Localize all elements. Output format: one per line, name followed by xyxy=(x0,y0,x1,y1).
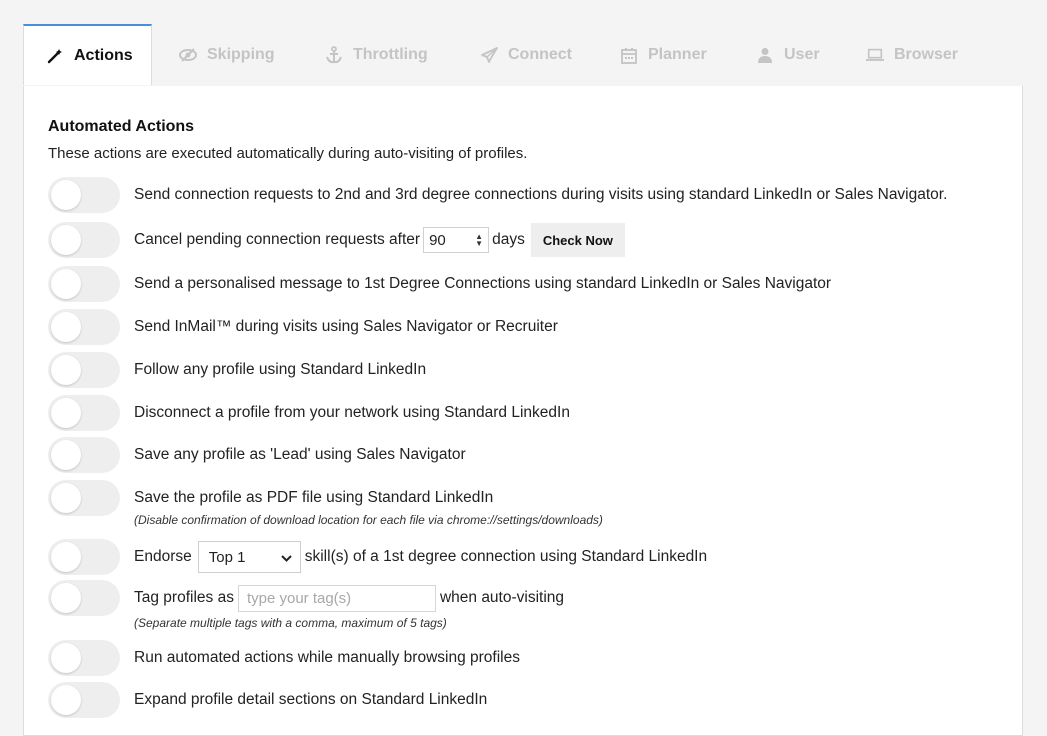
toggle-knob xyxy=(51,685,81,715)
action-row-disconnect xyxy=(48,395,570,431)
tab-label: Planner xyxy=(648,46,707,63)
toggle-knob xyxy=(51,643,81,673)
paper-plane-icon xyxy=(480,46,498,64)
toggle-knob xyxy=(51,398,81,428)
section-description: These actions are executed automatically during auto-visiting of profiles. xyxy=(48,145,528,162)
endorse-toggle[interactable] xyxy=(48,539,120,575)
toggle-knob xyxy=(51,180,81,210)
tab-label: Actions xyxy=(74,46,133,64)
run-manual-toggle[interactable] xyxy=(48,640,120,676)
toggle-knob xyxy=(51,269,81,299)
tag-note: (Separate multiple tags with a comma, maximum of 5 tags) xyxy=(134,616,447,630)
tab-connect[interactable] xyxy=(480,24,572,86)
tab-label: Browser xyxy=(894,46,959,63)
expand-sections-label: Expand profile detail sections on Standard LinkedIn xyxy=(134,691,488,708)
cancel-pending-toggle[interactable] xyxy=(48,222,120,258)
save-pdf-toggle[interactable] xyxy=(48,480,120,516)
tab-label: Skipping xyxy=(207,46,275,63)
toggle-knob xyxy=(51,440,81,470)
endorse-skills-select[interactable] xyxy=(198,541,301,573)
follow-toggle[interactable] xyxy=(48,352,120,388)
toggle-knob xyxy=(51,225,81,255)
toggle-knob xyxy=(51,483,81,513)
save-pdf-label: Save the profile as PDF file using Standard LinkedIn xyxy=(134,489,494,506)
spinner-icon[interactable]: ▲ ▼ xyxy=(475,232,484,248)
toggle-knob xyxy=(51,542,81,572)
tag-label xyxy=(134,585,564,612)
tag-input-wrapper xyxy=(238,585,436,612)
endorse-text: Endorse xyxy=(134,548,192,565)
action-row-tag xyxy=(48,580,564,616)
tag-suffix: when auto-visiting xyxy=(439,589,565,606)
tab-label: Throttling xyxy=(353,46,428,63)
action-row-follow xyxy=(48,352,426,388)
action-row-expand-sections xyxy=(48,682,487,718)
run-manual-label: Run automated actions while manually browsing profiles xyxy=(134,649,520,666)
actions-panel xyxy=(23,86,1023,736)
user-icon xyxy=(756,46,774,64)
chevron-down-icon xyxy=(281,549,292,566)
disconnect-label: Disconnect a profile from your network using Standard LinkedIn xyxy=(134,404,570,421)
cancel-pending-text: Cancel pending connection requests after xyxy=(134,231,421,248)
action-row-save-lead xyxy=(48,437,466,473)
tab-user[interactable] xyxy=(756,24,820,86)
send-connection-label: Send connection requests to 2nd and 3rd degree connections during visits using standard LinkedIn or Sales Navigator. xyxy=(134,186,948,203)
tab-skipping[interactable] xyxy=(179,24,275,86)
days-unit-label: days xyxy=(492,231,525,248)
action-row-endorse xyxy=(48,539,707,575)
tab-browser[interactable] xyxy=(866,24,958,86)
send-message-toggle[interactable] xyxy=(48,266,120,302)
tab-throttling[interactable] xyxy=(325,24,428,86)
eye-slash-icon xyxy=(179,46,197,64)
tab-actions[interactable] xyxy=(23,24,152,85)
action-row-run-manual xyxy=(48,640,520,676)
follow-label: Follow any profile using Standard LinkedIn xyxy=(134,361,427,378)
cancel-pending-label xyxy=(134,223,625,257)
send-connection-toggle[interactable] xyxy=(48,177,120,213)
laptop-icon xyxy=(866,46,884,64)
action-row-send-inmail xyxy=(48,309,558,345)
tag-input[interactable] xyxy=(245,589,429,608)
toggle-knob xyxy=(51,355,81,385)
wand-icon xyxy=(46,47,64,65)
save-pdf-note: (Disable confirmation of download location for each file via chrome://settings/downloads) xyxy=(134,513,603,527)
send-inmail-label: Send InMail™ during visits using Sales Navigator or Recruiter xyxy=(134,318,558,335)
tag-text: Tag profiles as xyxy=(134,589,234,606)
send-message-label: Send a personalised message to 1st Degree Connections using standard LinkedIn or Sales Navigator xyxy=(134,275,832,292)
expand-sections-toggle[interactable] xyxy=(48,682,120,718)
cancel-days-value: 90 xyxy=(429,231,446,249)
save-lead-toggle[interactable] xyxy=(48,437,120,473)
endorse-selected-value: Top 1 xyxy=(208,548,246,566)
action-row-cancel-pending xyxy=(48,222,625,258)
save-lead-label: Save any profile as 'Lead' using Sales Navigator xyxy=(134,446,466,463)
anchor-icon xyxy=(325,46,343,64)
tag-toggle[interactable] xyxy=(48,580,120,616)
toggle-knob xyxy=(51,312,81,342)
tab-planner[interactable] xyxy=(620,24,707,86)
toggle-knob xyxy=(51,583,81,613)
cancel-days-input[interactable] xyxy=(423,227,489,253)
endorse-label xyxy=(134,541,707,573)
endorse-suffix: skill(s) of a 1st degree connection using Standard LinkedIn xyxy=(304,548,708,565)
section-title: Automated Actions xyxy=(48,118,195,135)
action-row-save-pdf xyxy=(48,480,493,516)
settings-tab-bar xyxy=(23,24,1023,87)
calendar-icon xyxy=(620,46,638,64)
check-now-button[interactable]: Check Now xyxy=(531,223,625,257)
tab-label: Connect xyxy=(508,46,572,63)
tab-label: User xyxy=(784,46,820,63)
disconnect-toggle[interactable] xyxy=(48,395,120,431)
action-row-send-connection xyxy=(48,177,947,213)
send-inmail-toggle[interactable] xyxy=(48,309,120,345)
action-row-send-message xyxy=(48,266,831,302)
